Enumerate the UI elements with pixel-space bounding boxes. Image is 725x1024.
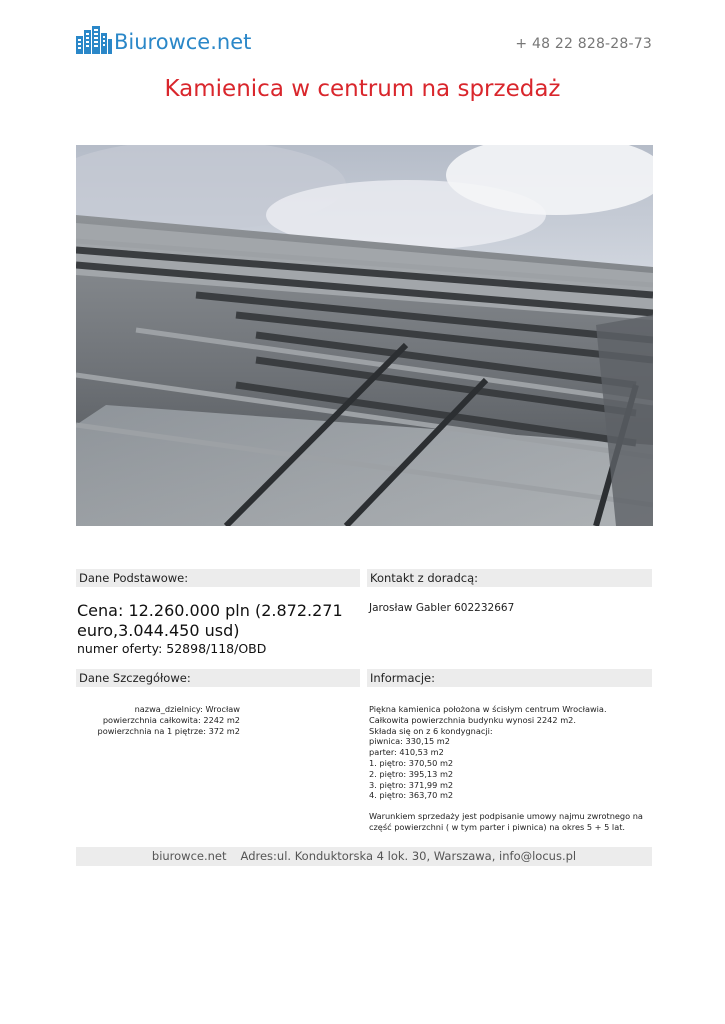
info-text bbox=[369, 704, 654, 833]
section-heading-basic: Dane Podstawowe: bbox=[76, 569, 360, 587]
info-note: Warunkiem sprzedaży jest podpisanie umowy najmu zwrotnego na część powierzchni ( w tym parter i piwnica) na okres 5 + 5 lat. bbox=[369, 811, 643, 832]
section-heading-info: Informacje: bbox=[367, 669, 652, 687]
price: Cena: 12.260.000 pln (2.872.271 euro,3.044.450 usd) bbox=[77, 601, 343, 640]
section-heading-contact: Kontakt z doradcą: bbox=[367, 569, 652, 587]
info-line: 2. piętro: 395,13 m2 bbox=[369, 768, 454, 779]
info-line: Piękna kamienica położona w ścisłym centrum Wrocławia. bbox=[369, 704, 607, 714]
page-footer bbox=[76, 847, 652, 866]
advisor-contact[interactable]: Jarosław Gabler 602232667 bbox=[369, 602, 515, 614]
offer-number: numer oferty: 52898/118/OBD bbox=[77, 641, 267, 656]
info-line: piwnica: 330,15 m2 bbox=[369, 736, 450, 747]
buildings-logo-icon bbox=[76, 26, 112, 54]
page-title: Kamienica w centrum na sprzedaż bbox=[164, 76, 561, 102]
logo-text: Biurowce.net bbox=[114, 30, 252, 54]
detail-item: powierzchnia całkowita: 2242 m2 bbox=[102, 715, 240, 725]
property-photo bbox=[76, 145, 653, 526]
info-line: parter: 410,53 m2 bbox=[369, 747, 444, 758]
detail-item: powierzchnia na 1 piętrze: 372 m2 bbox=[97, 726, 240, 736]
details-list bbox=[76, 704, 240, 737]
info-line: Składa się on z 6 kondygnacji: bbox=[369, 725, 493, 736]
info-line: 1. piętro: 370,50 m2 bbox=[369, 757, 454, 768]
footer-address: Adres:ul. Konduktorska 4 lok. 30, Warszawa, info@locus.pl bbox=[240, 849, 577, 863]
info-line: Całkowita powierzchnia budynku wynosi 2242 m2. bbox=[369, 714, 576, 725]
section-heading-details: Dane Szczegółowe: bbox=[76, 669, 360, 687]
info-line: 4. piętro: 363,70 m2 bbox=[369, 790, 454, 801]
info-line: 3. piętro: 371,99 m2 bbox=[369, 779, 454, 790]
page-header bbox=[76, 20, 652, 60]
phone-number[interactable]: + 48 22 828-28-73 bbox=[515, 36, 652, 52]
footer-site-link[interactable]: biurowce.net bbox=[151, 849, 227, 863]
logo[interactable] bbox=[76, 20, 251, 54]
detail-item: nazwa_dzielnicy: Wrocław bbox=[134, 704, 240, 714]
